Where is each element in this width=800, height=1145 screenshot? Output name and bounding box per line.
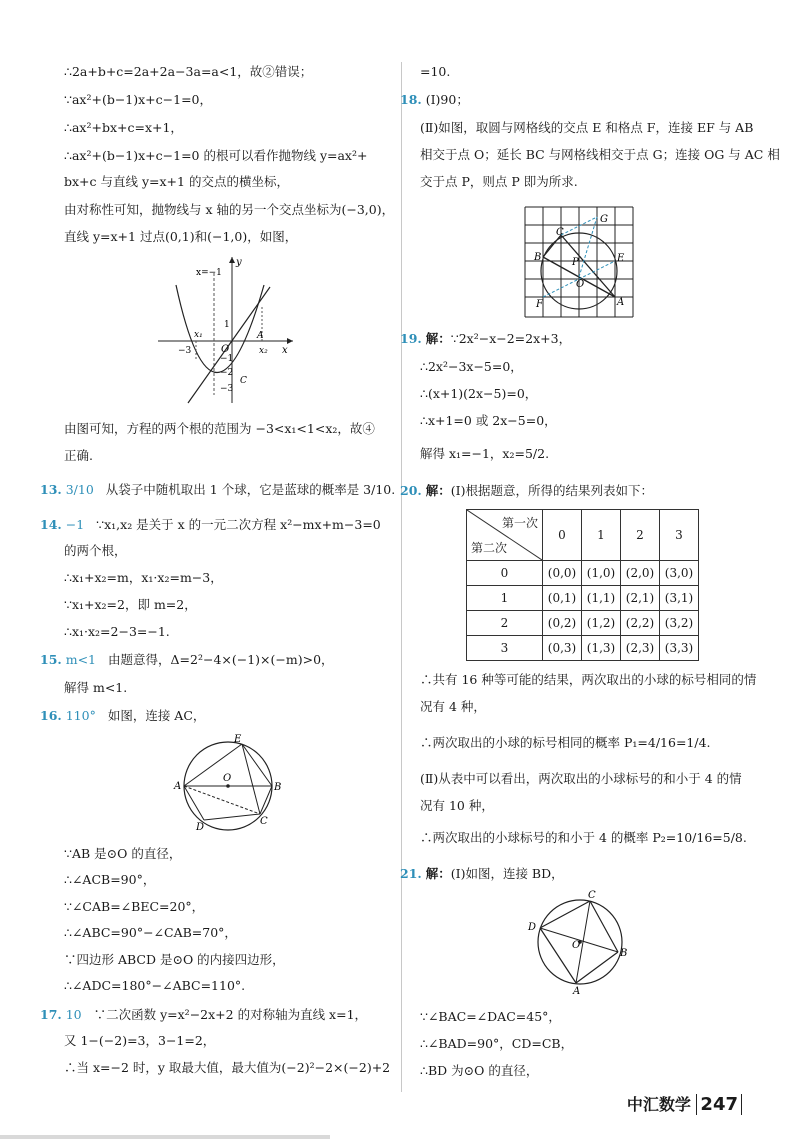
answer: −1	[65, 517, 85, 532]
x1-label: x₁	[194, 330, 203, 340]
question-18	[400, 92, 469, 108]
table-cell: (2,1)	[621, 586, 660, 611]
text-line: bx+c 与直线 y=x+1 的交点的横坐标，	[64, 174, 289, 189]
point-label: O	[223, 773, 232, 784]
table-cell: (2,3)	[621, 636, 660, 661]
text-line: ∴共有 16 种等可能的结果，两次取出的小球的标号相同的情	[420, 672, 757, 687]
circle-figure-21	[524, 888, 634, 996]
table-cell: (0,3)	[543, 636, 582, 661]
point-label: P	[572, 257, 579, 268]
point-label: A	[573, 986, 581, 996]
question-19	[400, 331, 571, 347]
page-footer	[627, 1092, 742, 1115]
point-label: A	[174, 781, 182, 792]
question-14	[40, 517, 381, 533]
point-label: O	[576, 279, 585, 290]
tick-label: −3	[220, 384, 234, 394]
point-label: G	[600, 214, 608, 225]
table-cell: (1,0)	[582, 561, 621, 586]
question-number: 14.	[40, 517, 62, 532]
col-header: 2	[621, 510, 660, 561]
table-cell: (3,3)	[660, 636, 699, 661]
origin-label: O	[221, 344, 230, 355]
point-label: E	[617, 253, 625, 264]
point-label: F	[536, 299, 543, 310]
text-line: 直线 y=x+1 过点(0,1)和(−1,0)，如图，	[64, 229, 298, 244]
point-label: C	[588, 890, 596, 901]
text-line: 由对称性可知，抛物线与 x 轴的另一个交点坐标为(−3,0)，	[64, 202, 395, 217]
text-line: ∵四边形 ABCD 是⊙O 的内接四边形，	[64, 952, 285, 967]
answer: 3/10	[65, 482, 94, 497]
question-number: 13.	[40, 482, 62, 497]
question-number: 15.	[40, 652, 62, 667]
question-number: 17.	[40, 1007, 62, 1022]
question-21	[400, 866, 564, 882]
text: 从袋子中随机取出 1 个球，它是蓝球的概率是 3/10.	[105, 482, 396, 497]
table-row	[467, 586, 699, 611]
text-line: 的两个根，	[64, 543, 127, 558]
row-header: 1	[467, 586, 543, 611]
text-line: 又 1−(−2)=3，3−1=2，	[64, 1033, 216, 1048]
text: ∵2x²−x−2=2x+3，	[450, 331, 572, 346]
solution-label: 解：	[425, 331, 451, 346]
text: 由题意得，Δ=2²−4×(−1)×(−m)>0，	[108, 652, 334, 667]
question-number: 21.	[400, 866, 422, 881]
brand-name: 中汇数学	[626, 1095, 691, 1114]
question-13	[40, 482, 395, 498]
text-line: ∴x+1=0 或 2x−5=0，	[420, 413, 557, 428]
row-header: 3	[467, 636, 543, 661]
table-corner-cell	[467, 510, 543, 561]
point-label: C	[240, 376, 247, 386]
text-line: ∵∠CAB=∠BEC=20°，	[64, 899, 205, 914]
text-line: ∴ax²+(b−1)x+c−1=0 的根可以看作抛物线 y=ax²+	[64, 148, 368, 163]
text-line: ∵x₁+x₂=2，即 m=2，	[64, 597, 197, 612]
text-line: ∴∠ABC=90°−∠CAB=70°，	[64, 925, 237, 940]
text-line: ∴ax²+bx+c=x+1，	[64, 120, 183, 135]
table-cell: (3,1)	[660, 586, 699, 611]
text-line: ∴当 x=−2 时，y 取最大值，最大值为(−2)²−2×(−2)+2	[64, 1060, 391, 1075]
text-line: 由图可知，方程的两个根的范围为 −3<x₁<1<x₂，故④	[64, 421, 375, 436]
col-header: 0	[543, 510, 582, 561]
text: ∵二次函数 y=x²−2x+2 的对称轴为直线 x=1，	[93, 1007, 368, 1022]
row-header: 0	[467, 561, 543, 586]
table-cell: (0,0)	[543, 561, 582, 586]
table-cell: (0,1)	[543, 586, 582, 611]
table-row	[467, 611, 699, 636]
question-number: 20.	[400, 483, 422, 498]
col-header-label: 第一次	[501, 516, 538, 530]
table-cell: (1,2)	[582, 611, 621, 636]
symmetry-label: x=−1	[196, 268, 222, 278]
question-17	[40, 1007, 367, 1023]
column-divider	[401, 62, 402, 1092]
text-line: ∴2x²−3x−5=0，	[420, 359, 523, 374]
point-label: A	[257, 331, 264, 341]
text: (Ⅰ)根据题意，所得的结果列表如下：	[450, 483, 653, 498]
question-20	[400, 483, 653, 499]
point-label: D	[528, 922, 537, 933]
text-line: 解得 x₁=−1，x₂=5/2.	[420, 446, 550, 461]
text-line: ∵ax²+(b−1)x+c−1=0，	[64, 92, 212, 107]
text: ∵x₁,x₂ 是关于 x 的一元二次方程 x²−mx+m−3=0	[96, 517, 381, 532]
text-line: ∵∠BAC=∠DAC=45°，	[420, 1009, 561, 1024]
text: (Ⅰ)如图，连接 BD，	[450, 866, 564, 881]
text-line: ∴∠ACB=90°，	[64, 872, 156, 887]
results-table	[466, 509, 699, 661]
table-header-row	[467, 510, 699, 561]
text-line: (Ⅱ)如图，取圆与网格线的交点 E 和格点 F，连接 EF 与 AB	[420, 120, 754, 135]
text: 如图，连接 AC，	[107, 708, 206, 723]
text-line: 相交于点 O；延长 BC 与网格线相交于点 G；连接 OG 与 AC 相	[420, 147, 780, 162]
bottom-bar	[0, 1135, 330, 1139]
circle-figure-16	[172, 732, 287, 832]
question-16	[40, 708, 205, 724]
page-number: 247	[696, 1094, 742, 1115]
text-line: (Ⅱ)从表中可以看出，两次取出的小球标号的和小于 4 的情	[420, 771, 742, 786]
text-line: 况有 10 种，	[420, 798, 494, 813]
tick-label: 1	[224, 320, 230, 330]
text-line: 正确.	[64, 448, 93, 463]
point-label: C	[556, 227, 564, 238]
answer: 110°	[65, 708, 96, 723]
text-line: 解得 m<1.	[64, 680, 128, 695]
table-cell: (1,1)	[582, 586, 621, 611]
table-row	[467, 561, 699, 586]
answer: 10	[65, 1007, 82, 1022]
answer: (Ⅰ)90；	[425, 92, 469, 107]
text-line: ∴∠BAD=90°，CD=CB，	[420, 1036, 574, 1051]
text-line: ∴BD 为⊙O 的直径，	[420, 1063, 539, 1078]
text-line: ∴∠ADC=180°−∠ABC=110°.	[64, 978, 246, 993]
question-number: 18.	[400, 92, 422, 107]
text-line: 交于点 P，则点 P 即为所求.	[420, 174, 578, 189]
table-cell: (3,0)	[660, 561, 699, 586]
col-header: 1	[582, 510, 621, 561]
point-label: D	[196, 822, 205, 832]
point-label: C	[260, 816, 268, 827]
solution-label: 解：	[425, 483, 451, 498]
tick-label: −3	[178, 346, 192, 356]
y-axis-label: y	[236, 257, 242, 268]
tick-label: −1	[220, 354, 234, 364]
table-cell: (3,2)	[660, 611, 699, 636]
table-cell: (2,0)	[621, 561, 660, 586]
text-line: ∴x₁+x₂=m，x₁·x₂=m−3，	[64, 570, 223, 585]
point-label: B	[534, 252, 542, 263]
text-line: ∴(x+1)(2x−5)=0，	[420, 386, 538, 401]
text-line: ∴两次取出的小球的标号相同的概率 P₁=4/16=1/4.	[420, 735, 711, 750]
table-cell: (0,2)	[543, 611, 582, 636]
text-line: ∴x₁·x₂=2−3=−1.	[64, 624, 170, 639]
row-header: 2	[467, 611, 543, 636]
grid-figure-18	[520, 205, 640, 323]
text-line: ∴2a+b+c=2a+2a−3a=a<1，故②错误；	[64, 64, 313, 79]
text-line: 况有 4 种，	[420, 699, 486, 714]
point-label: A	[617, 297, 625, 308]
question-number: 19.	[400, 331, 422, 346]
col-header: 3	[660, 510, 699, 561]
x-axis-label: x	[282, 345, 288, 356]
parabola-figure	[158, 255, 298, 405]
point-label: B	[274, 782, 282, 793]
table-cell: (1,3)	[582, 636, 621, 661]
text-line: ∴两次取出的小球标号的和小于 4 的概率 P₂=10/16=5/8.	[420, 830, 747, 845]
row-header-label: 第二次	[471, 541, 508, 555]
x2-label: x₂	[259, 346, 268, 356]
answer: m<1	[65, 652, 97, 667]
point-label: O	[572, 940, 581, 951]
point-label: E	[234, 734, 242, 745]
solution-label: 解：	[425, 866, 451, 881]
table-cell: (2,2)	[621, 611, 660, 636]
text-line: ∵AB 是⊙O 的直径，	[64, 846, 182, 861]
tick-label: −2	[220, 368, 234, 378]
question-15	[40, 652, 334, 668]
table-row	[467, 636, 699, 661]
text-line: =10.	[420, 64, 451, 79]
point-label: B	[620, 948, 628, 959]
question-number: 16.	[40, 708, 62, 723]
